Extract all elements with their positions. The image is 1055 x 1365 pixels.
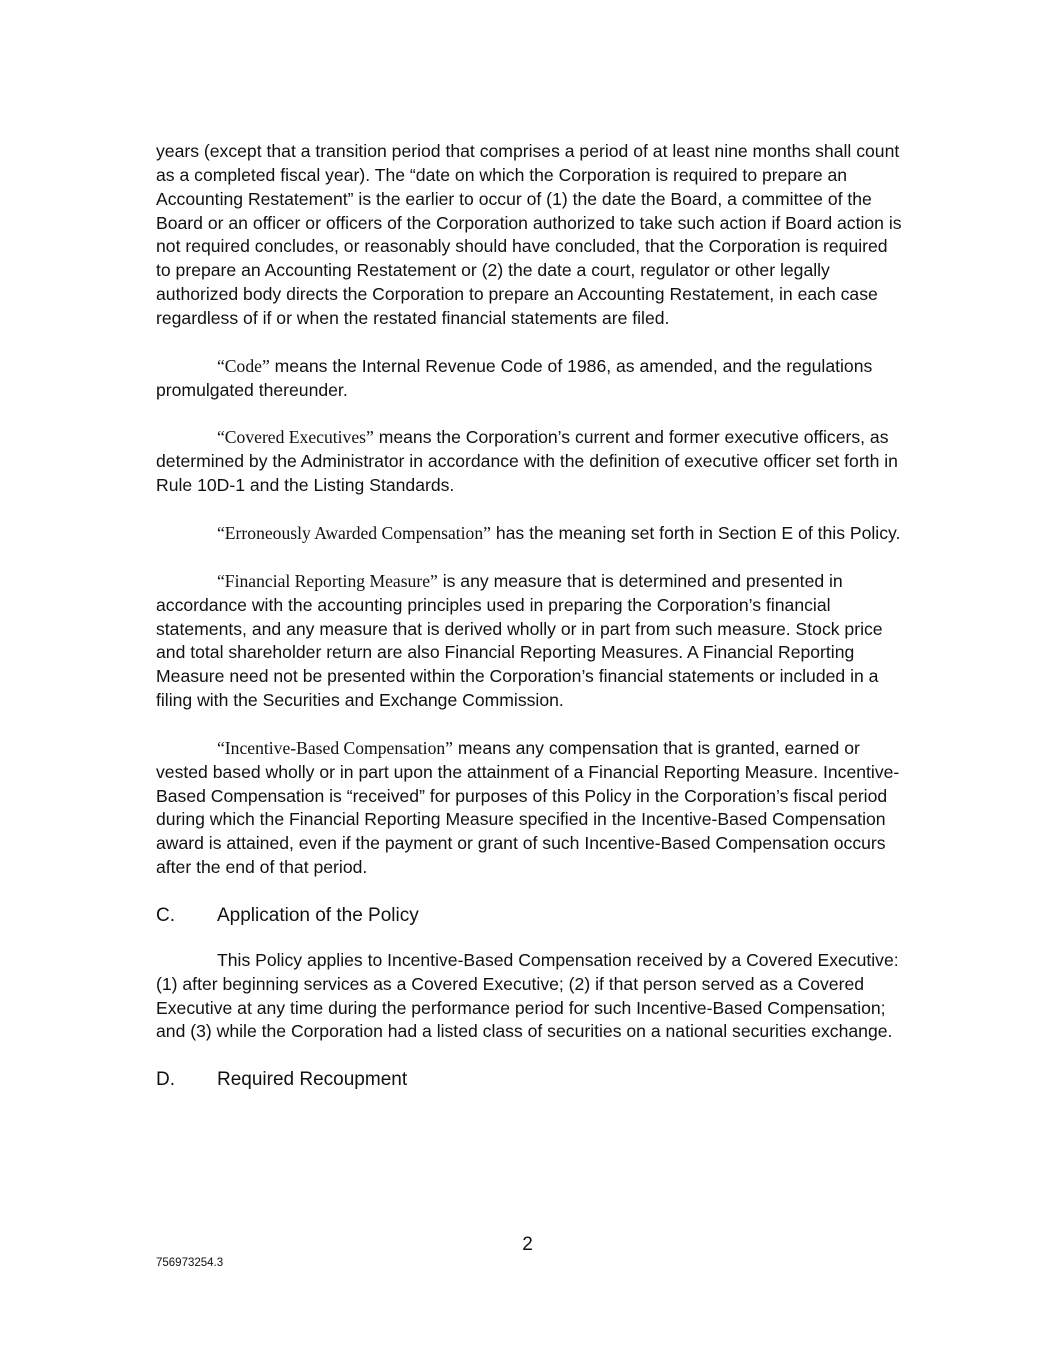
page-number: 2 (522, 1234, 533, 1255)
definition-body: is any measure that is determined and presented in accordance with the accounting principles used in preparing the Corporation’s financial statements, and any measure that is derived wholly or in part from such measure. Stock price and total shareholder return are also Financial Reporting Measures. A Financial Reporting Measure need not be presented within the Corporation’s financial statements or included in a filing with the Securities and Exchange Commission. (156, 570, 883, 711)
section-number: D. (156, 1069, 175, 1091)
paragraph-restatement-date: years (except that a transition period that comprises a period of at least nine months shall count as a completed fiscal year). The “date on which the Corporation is required to prepare an Accounting Restatement” is the earlier to occur of (1) the date the Board, a committee of the Board or an officer or officers of the Corporation authorized to take such action if Board action is not required concludes, or reasonably should have concluded, that the Corporation is required to prepare an Accounting Restatement or (2) the date a court, regulator or other legally authorized body directs the Corporation to prepare an Accounting Restatement, in each case regardless of if or when the restated financial statements are filed. (156, 141, 902, 328)
definition-body: means any compensation that is granted, earned or vested based wholly or in part upon the attainment of a Financial Reporting Measure. Incentive-Based Compensation is “received” for purposes of this Policy in the Corporation’s fiscal period during which the Financial Reporting Measure specified in the Incentive-Based Compensation award is attained, even if the payment or grant of such Incentive-Based Compensation occurs after the end of that period. (156, 737, 900, 878)
section-title: Required Recoupment (217, 1069, 408, 1091)
definition-term: “Financial Reporting Measure” (217, 570, 438, 591)
definition-code (156, 355, 904, 403)
definition-financial-reporting-measure (156, 570, 904, 713)
definition-term: “Incentive-Based Compensation” (217, 737, 453, 758)
definition-term: “Covered Executives” (217, 427, 374, 448)
document-id: 756973254.3 (156, 1257, 224, 1269)
definition-term: “Erroneously Awarded Compensation” (217, 522, 491, 543)
section-heading-c (156, 904, 904, 928)
definition-covered-executives (156, 426, 904, 498)
definition-term: “Code” (217, 355, 270, 376)
definition-body: means the Internal Revenue Code of 1986, as amended, and the regulations promulgated thereunder. (156, 355, 873, 400)
section-number: C. (156, 904, 175, 926)
section-title: Application of the Policy (217, 904, 419, 926)
definition-incentive-based-compensation (156, 737, 904, 880)
section-heading-d (156, 1068, 904, 1092)
definition-body: has the meaning set forth in Section E of this Policy. (490, 522, 901, 543)
definition-erroneously-awarded-compensation (156, 522, 904, 546)
definition-body: means the Corporation’s current and former executive officers, as determined by the Administrator in accordance with the definition of executive officer set forth in Rule 10D-1 and the Listing Standards. (156, 427, 898, 496)
page-content (156, 140, 904, 1113)
paragraph-application: This Policy applies to Incentive-Based Compensation received by a Covered Executive: (1) after beginning services as a Covered Executive; (2) if that person served as a Covered Executive at any time during the performance period for such Incentive-Based Compensation; and (3) while the Corporation had a listed class of securities on a national securities exchange. (156, 949, 899, 1042)
